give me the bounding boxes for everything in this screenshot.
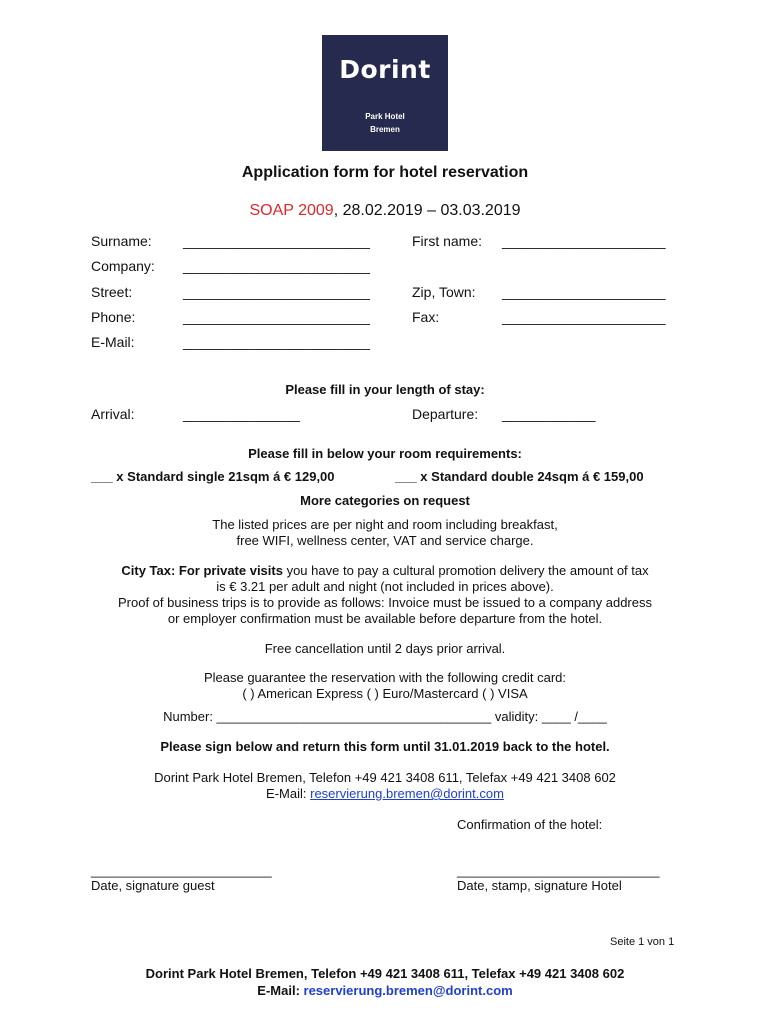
first-name-label: First name: — [412, 233, 483, 249]
fax-field[interactable]: _____________________ — [502, 309, 666, 325]
event-dates: , 28.02.2019 – 03.03.2019 — [333, 202, 521, 219]
event-name: SOAP 2009 — [249, 202, 334, 219]
email-label: E-Mail: — [91, 334, 135, 350]
hotel-signature-line[interactable]: ____________________________ — [457, 863, 660, 878]
prices-note-2: free WIFI, wellness center, VAT and service charge. — [236, 533, 534, 548]
email-field[interactable]: ________________________ — [183, 334, 370, 350]
phone-label: Phone: — [91, 309, 136, 325]
city-tax-line1 — [0, 563, 770, 579]
sign-note: Please sign below and return this form until 31.01.2019 back to the hotel. — [160, 739, 610, 754]
footer-email-link[interactable]: reservierung.bremen@dorint.com — [303, 983, 513, 998]
footer-contact: Dorint Park Hotel Bremen, Telefon +49 421 3408 611, Telefax +49 421 3408 602 — [145, 966, 625, 981]
logo-line1: Park Hotel — [365, 112, 405, 121]
logo-brand: Dorint — [339, 55, 431, 84]
city-tax-line2: is € 3.21 per adult and night (not included in prices above). — [216, 579, 554, 594]
phone-field[interactable]: ________________________ — [183, 309, 370, 325]
footer-email-line — [0, 983, 770, 998]
arrival-field[interactable]: _______________ — [183, 406, 300, 422]
contact-line: Dorint Park Hotel Bremen, Telefon +49 421 3408 611, Telefax +49 421 3408 602 — [154, 770, 616, 785]
city-tax-rest: you have to pay a cultural promotion delivery the amount of tax — [282, 563, 649, 578]
card-number-field[interactable]: Number: ______________________________________ validity: ____ /____ — [163, 709, 607, 724]
prices-note-1: The listed prices are per night and room including breakfast, — [212, 517, 558, 532]
room-double[interactable]: ___ x Standard double 24sqm á € 159,00 — [395, 469, 644, 484]
zip-town-field[interactable]: _____________________ — [502, 284, 666, 300]
zip-town-label: Zip, Town: — [412, 284, 476, 300]
departure-label: Departure: — [412, 406, 479, 422]
surname-label: Surname: — [91, 233, 152, 249]
event-line — [0, 202, 770, 220]
street-field[interactable]: ________________________ — [183, 284, 370, 300]
dorint-logo — [322, 35, 448, 151]
arrival-label: Arrival: — [91, 406, 135, 422]
contact-email-line — [0, 786, 770, 802]
rooms-heading: Please fill in below your room requirements: — [248, 446, 522, 461]
confirmation-label: Confirmation of the hotel: — [457, 817, 603, 832]
fax-label: Fax: — [412, 309, 440, 325]
more-categories: More categories on request — [300, 493, 470, 508]
company-field[interactable]: ________________________ — [183, 258, 370, 274]
contact-email-label: E-Mail: — [266, 786, 311, 801]
guest-signature-label: Date, signature guest — [91, 878, 215, 893]
credit-card-options[interactable]: ( ) American Express ( ) Euro/Mastercard ( ) VISA — [242, 686, 528, 701]
city-tax-bold: City Tax: For private visits — [121, 563, 283, 578]
departure-field[interactable]: ____________ — [502, 406, 596, 422]
first-name-field[interactable]: _____________________ — [502, 233, 666, 249]
credit-card-note: Please guarantee the reservation with the following credit card: — [203, 670, 567, 685]
guest-signature-line[interactable]: _________________________ — [91, 863, 272, 878]
company-label: Company: — [91, 258, 155, 274]
city-tax-line4: or employer confirmation must be available before departure from the hotel. — [167, 611, 603, 626]
contact-email-link[interactable]: reservierung.bremen@dorint.com — [310, 786, 504, 801]
logo-line2: Bremen — [370, 125, 400, 134]
footer-email-label: E-Mail: — [257, 983, 304, 998]
city-tax-line3: Proof of business trips is to provide as follows: Invoice must be issued to a company address — [118, 595, 652, 610]
hotel-signature-label: Date, stamp, signature Hotel — [457, 878, 622, 893]
surname-field[interactable]: ________________________ — [183, 233, 370, 249]
stay-heading: Please fill in your length of stay: — [285, 382, 485, 397]
cancellation-note: Free cancellation until 2 days prior arrival. — [264, 641, 506, 656]
room-single[interactable]: ___ x Standard single 21sqm á € 129,00 — [91, 469, 335, 484]
street-label: Street: — [91, 284, 133, 300]
form-title: Application form for hotel reservation — [241, 164, 529, 181]
page-number: Seite 1 von 1 — [610, 936, 675, 948]
